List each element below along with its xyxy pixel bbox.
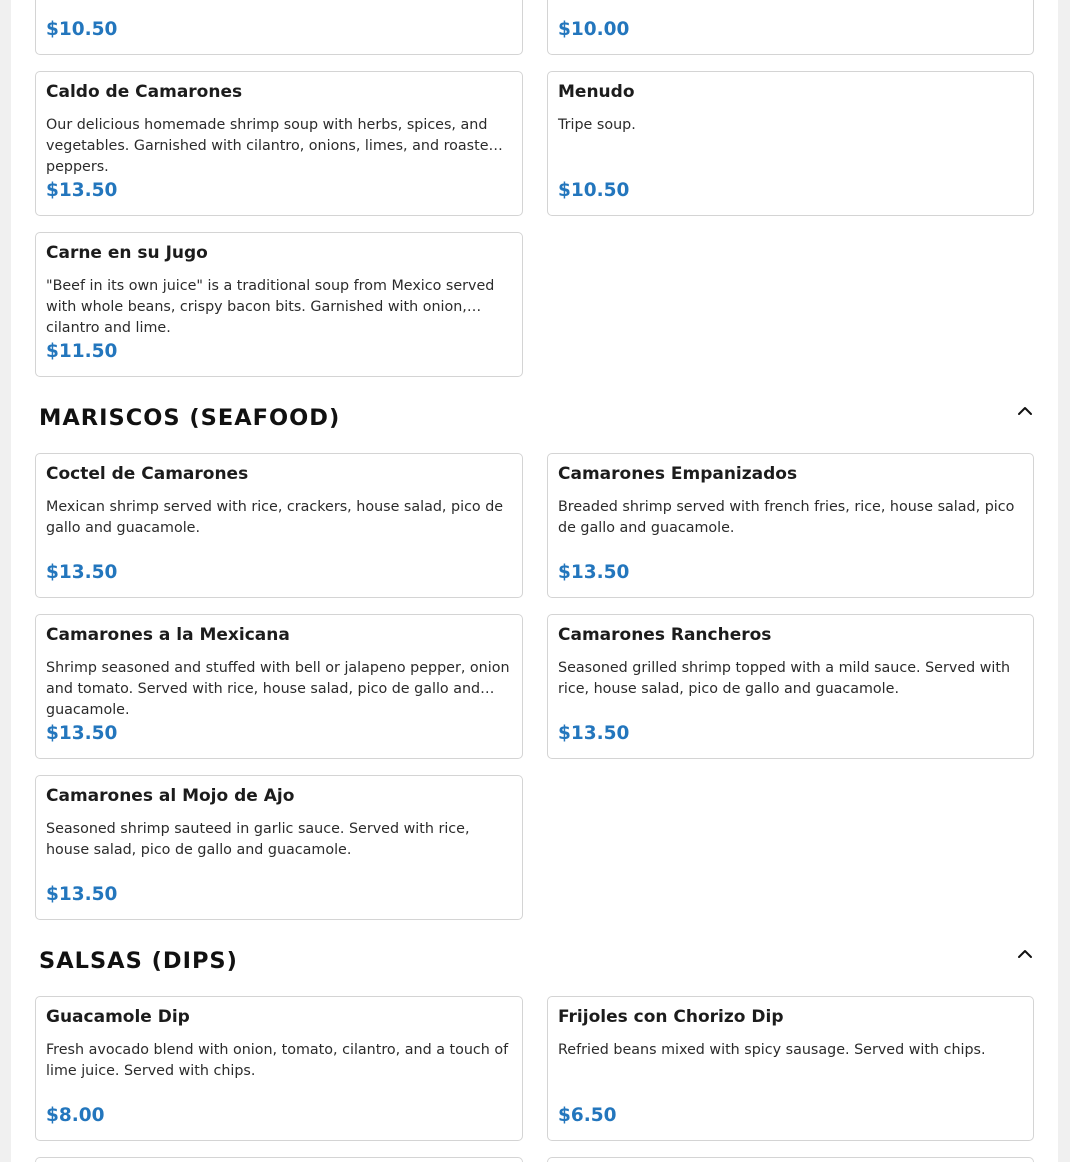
menu-item-card[interactable] [547, 0, 1034, 55]
item-price: $10.00 [558, 19, 630, 40]
item-name: Camarones al Mojo de Ajo [46, 786, 295, 806]
item-name: Guacamole Dip [46, 1007, 190, 1027]
menu-item-card[interactable] [35, 614, 523, 759]
item-name: Camarones a la Mexicana [46, 625, 290, 645]
item-description: Shrimp seasoned and stuffed with bell or jalapeno pepper, onion and tomato. Served with rice, house salad, pico de gallo and guacamole. [46, 660, 510, 718]
item-name: Camarones Rancheros [558, 625, 772, 645]
item-price: $13.50 [558, 723, 630, 744]
section-title-mariscos: MARISCOS (SEAFOOD) [39, 405, 341, 431]
item-description: Our delicious homemade shrimp soup with herbs, spices, and vegetables. Garnished with cilantro, onions, limes, and roasted peppers. [46, 117, 498, 175]
menu-item-card[interactable] [35, 1157, 523, 1162]
item-description: Breaded shrimp served with french fries, rice, house salad, pico de gallo and guacamole. [558, 499, 1015, 536]
item-description: Tripe soup. [558, 117, 636, 133]
item-price: $13.50 [46, 723, 118, 744]
item-description: Seasoned grilled shrimp topped with a mild sauce. Served with rice, house salad, pico de gallo and guacamole. [558, 660, 1011, 697]
menu-item-card[interactable] [547, 614, 1034, 759]
collapse-section-button[interactable] [1014, 400, 1036, 422]
item-name: Frijoles con Chorizo Dip [558, 1007, 784, 1027]
item-name: Menudo [558, 82, 635, 102]
item-name: Coctel de Camarones [46, 464, 249, 484]
menu-item-card[interactable] [35, 775, 523, 920]
item-description: Seasoned shrimp sauteed in garlic sauce. Served with rice, house salad, pico de gallo and guacamole. [46, 821, 470, 858]
menu-item-card[interactable] [35, 453, 523, 598]
item-description: Refried beans mixed with spicy sausage. Served with chips. [558, 1042, 986, 1058]
item-name: Camarones Empanizados [558, 464, 798, 484]
item-description: "Beef in its own juice" is a traditional soup from Mexico served with whole beans, crispy bacon bits. Garnished with onion, cilantro and lime. [46, 278, 495, 336]
menu-item-card[interactable] [547, 71, 1034, 216]
section-title-salsas: SALSAS (DIPS) [39, 948, 238, 974]
item-price: $13.50 [558, 562, 630, 583]
item-price: $8.00 [46, 1105, 105, 1126]
menu-item-card[interactable] [547, 453, 1034, 598]
menu-item-card[interactable] [35, 0, 523, 55]
item-price: $13.50 [46, 180, 118, 201]
menu-item-card[interactable] [547, 1157, 1034, 1162]
item-description: Fresh avocado blend with onion, tomato, cilantro, and a touch of lime juice. Served with chips. [46, 1042, 509, 1079]
chevron-up-icon [1017, 946, 1033, 962]
collapse-section-button[interactable] [1014, 943, 1036, 965]
item-price: $6.50 [558, 1105, 617, 1126]
item-name: Caldo de Camarones [46, 82, 243, 102]
chevron-up-icon [1017, 403, 1033, 419]
item-description: Mexican shrimp served with rice, crackers, house salad, pico de gallo and guacamole. [46, 499, 504, 536]
item-price: $10.50 [46, 19, 118, 40]
item-price: $13.50 [46, 562, 118, 583]
menu-item-card[interactable] [35, 996, 523, 1141]
menu-item-card[interactable] [35, 71, 523, 216]
menu-item-card[interactable] [547, 996, 1034, 1141]
menu-item-card[interactable] [35, 232, 523, 377]
item-price: $13.50 [46, 884, 118, 905]
item-price: $11.50 [46, 341, 118, 362]
item-name: Carne en su Jugo [46, 243, 208, 263]
item-price: $10.50 [558, 180, 630, 201]
